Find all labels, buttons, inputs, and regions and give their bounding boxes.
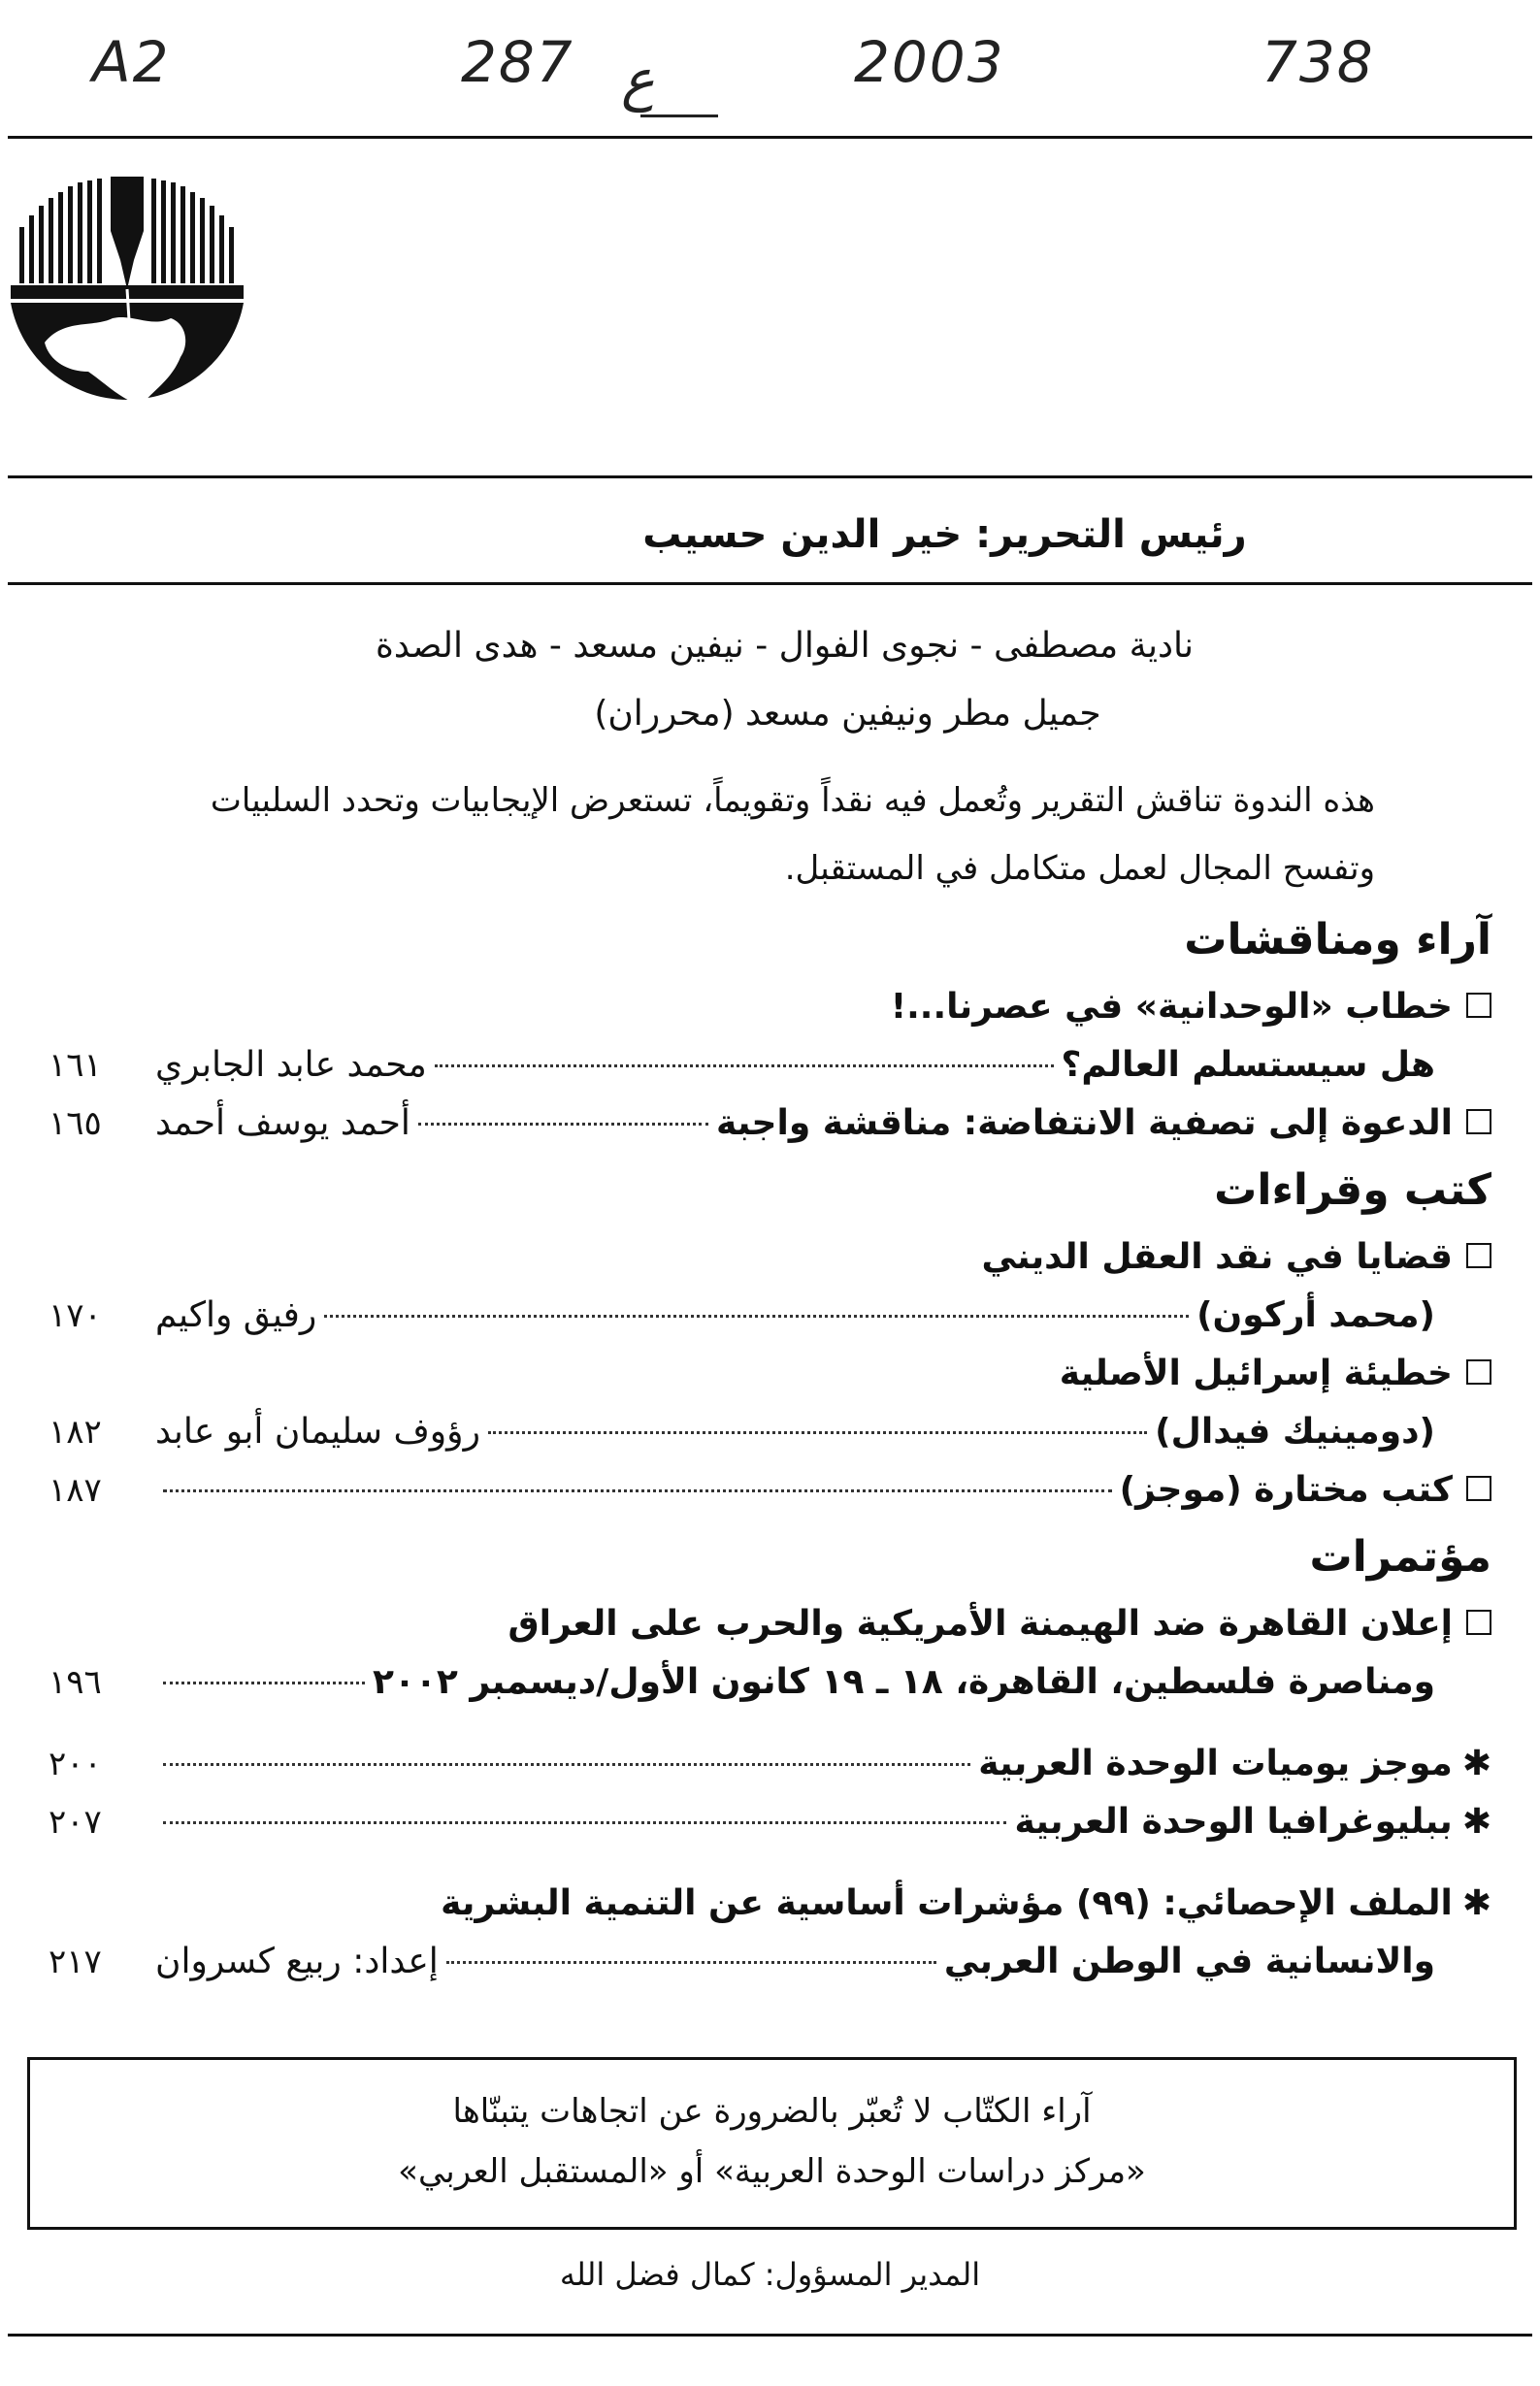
seminar-editors: جميل مطر ونيفين مسعد (محرران) (594, 694, 1101, 734)
bottom-rule (8, 2334, 1532, 2337)
handwritten-letter: ع (621, 47, 655, 113)
logo-emblem-icon (6, 173, 248, 440)
disclaimer-line-1: آراء الكتّاب لا تُعبّر بالضرورة عن اتجاهات يتبنّاها (452, 2092, 1092, 2131)
checkbox-icon (1466, 1109, 1491, 1134)
toc-entry[interactable] (49, 978, 1491, 1036)
checkbox-icon (1466, 1243, 1491, 1268)
section-heading-conferences: مؤتمرات (1309, 1532, 1491, 1582)
toc-entry-title: خطيئة إسرائيل الأصلية (1059, 1354, 1453, 1393)
leader-dots (435, 1064, 1054, 1067)
toc-entry[interactable] (49, 1345, 1491, 1403)
toc-entry[interactable] (49, 1653, 1491, 1712)
toc-entry[interactable] (49, 1933, 1491, 1991)
leader-dots (163, 1821, 1006, 1824)
leader-dots (163, 1682, 365, 1684)
managing-director: المدير المسؤول: كمال فضل الله (559, 2256, 981, 2293)
toc-entry-page: ١٦٥ (49, 1104, 102, 1143)
checkbox-icon (1466, 1610, 1491, 1635)
toc-entry[interactable] (49, 1875, 1491, 1933)
toc-entry-title: كتب مختارة (موجز) (1119, 1470, 1453, 1510)
toc-entry-title: (محمد أركون) (1196, 1295, 1435, 1335)
toc-entry[interactable] (49, 1735, 1491, 1793)
toc-entry-page: ٢١٧ (49, 1943, 102, 1981)
toc-entry-page: ١٧٠ (49, 1296, 102, 1335)
toc-entry-title: والانسانية في الوطن العربي (943, 1942, 1435, 1981)
toc-entry[interactable] (49, 1793, 1491, 1851)
leader-dots (418, 1123, 708, 1126)
checkbox-icon (1466, 1476, 1491, 1501)
toc-entry-title: الملف الإحصائي: (٩٩) مؤشرات أساسية عن التنمية البشرية (441, 1883, 1453, 1923)
checkbox-icon (1466, 1359, 1491, 1385)
toc-entry-page: ١٦١ (49, 1046, 102, 1085)
masthead-rule (8, 475, 1532, 478)
toc-entry[interactable] (49, 1036, 1491, 1095)
toc-entry-title: قضايا في نقد العقل الديني (981, 1237, 1453, 1277)
handwritten-underline (640, 114, 718, 117)
editor-rule (8, 582, 1532, 585)
editor-in-chief: رئيس التحرير: خير الدين حسيب (642, 512, 1247, 557)
toc-entry-title: ومناصرة فلسطين، القاهرة، ١٨ ـ ١٩ كانون الأول/ديسمبر ٢٠٠٢ (372, 1662, 1435, 1702)
leader-dots (163, 1489, 1112, 1492)
asterisk-icon: ✱ (1461, 1802, 1491, 1842)
disclaimer-box (27, 2057, 1517, 2230)
toc-entry[interactable] (49, 1287, 1491, 1345)
toc-entry-author: رؤوف سليمان أبو عابد (155, 1412, 480, 1452)
leader-dots (163, 1763, 970, 1766)
checkbox-icon (1466, 993, 1491, 1018)
toc-entry-title: خطاب «الوحدانية» في عصرنا...! (890, 987, 1453, 1027)
toc-entry-page: ١٩٦ (49, 1663, 102, 1702)
handwritten-number: 287 (461, 29, 574, 95)
toc-entry-author: أحمد يوسف أحمد (155, 1103, 410, 1143)
section-heading-discussions: آراء ومناقشات (1184, 915, 1491, 964)
toc-entry-title: (دومينيك فيدال) (1155, 1412, 1435, 1452)
toc-entry-page: ٢٠٠ (49, 1745, 102, 1783)
toc-entry[interactable] (49, 1228, 1491, 1287)
toc-entry-page: ١٨٧ (49, 1471, 102, 1510)
toc-entry-title: ببليوغرافيا الوحدة العربية (1014, 1802, 1453, 1842)
asterisk-icon: ✱ (1461, 1744, 1491, 1783)
toc-entry-title: موجز يوميات الوحدة العربية (978, 1744, 1453, 1783)
toc-entry[interactable] (49, 1403, 1491, 1461)
leader-dots (324, 1315, 1189, 1318)
center-logo (6, 173, 248, 440)
toc-entry-title: إعلان القاهرة ضد الهيمنة الأمريكية والحرب على العراق (508, 1604, 1453, 1644)
section-heading-books: كتب وقراءات (1214, 1165, 1491, 1215)
toc-entry-author: محمد عابد الجابري (155, 1045, 427, 1085)
toc-entry-title: الدعوة إلى تصفية الانتفاضة: مناقشة واجبة (716, 1103, 1453, 1143)
handwritten-code: A2 (92, 29, 171, 95)
seminar-participants: نادية مصطفى - نجوى الفوال - نيفين مسعد - هدى الصدة (376, 626, 1194, 666)
seminar-description: هذه الندوة تناقش التقرير وتُعمل فيه نقداً وتقويماً، تستعرض الإيجابيات وتحدد السلبيات وتفسح المجال لعمل متكامل في المستقبل. (210, 781, 1375, 888)
toc-entry[interactable] (49, 1461, 1491, 1520)
top-rule (8, 136, 1532, 139)
disclaimer-line-2: «مركز دراسات الوحدة العربية» أو «المستقبل العربي» (398, 2152, 1146, 2191)
leader-dots (446, 1961, 936, 1964)
asterisk-icon: ✱ (1461, 1883, 1491, 1923)
toc-entry-title: هل سيستسلم العالم؟ (1061, 1045, 1435, 1085)
toc-entry-page: ١٨٢ (49, 1413, 102, 1452)
toc-entry[interactable] (49, 1095, 1491, 1153)
handwritten-ref: 738 (1261, 29, 1375, 95)
handwritten-year: 2003 (854, 29, 1005, 95)
toc-entry[interactable] (49, 1595, 1491, 1653)
toc-entry-page: ٢٠٧ (49, 1803, 102, 1842)
table-of-contents (49, 902, 1491, 1991)
toc-entry-author: إعداد: ربيع كسروان (155, 1942, 439, 1981)
toc-entry-author: رفيق واكيم (155, 1295, 317, 1335)
leader-dots (488, 1431, 1147, 1434)
